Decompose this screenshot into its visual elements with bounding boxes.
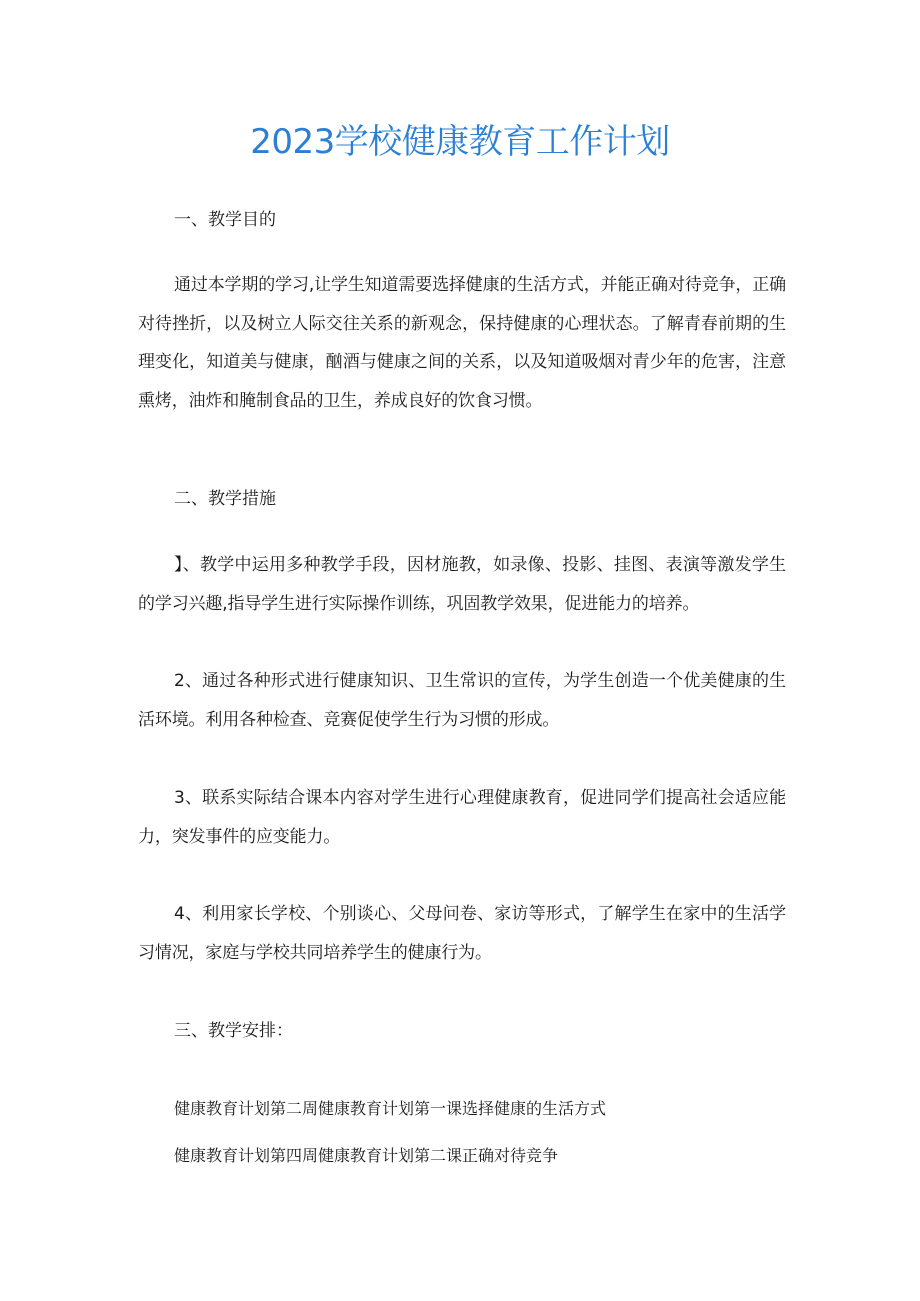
measure-item-4: 4、利用家长学校、个别谈心、父母问卷、家访等形式，了解学生在家中的生活学习情况，家庭与学校共同培养学生的健康行为。 <box>138 904 786 963</box>
schedule-line-1: 健康教育计划第二周健康教育计划第一课选择健康的生活方式 <box>174 1099 607 1118</box>
schedule-line-2: 健康教育计划第四周健康教育计划第二课正确对待竞争 <box>174 1146 559 1165</box>
document-title: 2023学校健康教育工作计划 <box>250 122 670 162</box>
measure-item-2: 2、通过各种形式进行健康知识、卫生常识的宣传，为学生创造一个优美健康的生活环境。利用各种检查、竞赛促使学生行为习惯的形成。 <box>138 671 786 730</box>
section-heading-measures: 二、教学措施 <box>174 489 276 509</box>
measure-item-3: 3、联系实际结合课本内容对学生进行心理健康教育，促进同学们提高社会适应能力，突发事件的应变能力。 <box>138 788 786 847</box>
section-heading-objectives: 一、教学目的 <box>174 210 276 230</box>
objectives-paragraph: 通过本学期的学习,让学生知道需要选择健康的生活方式，并能正确对待竞争，正确对待挫折，以及树立人际交往关系的新观念，保持健康的心理状态。了解青春前期的生理变化，知道美与健康，酗酒与健康之间的关系，以及知道吸烟对青少年的危害，注意熏烤，油炸和腌制食品的卫生，养成良好的饮食习惯。 <box>138 275 786 411</box>
section-heading-schedule: 三、教学安排： <box>174 1021 293 1041</box>
measure-item-1: 】、教学中运用多种教学手段，因材施教，如录像、投影、挂图、表演等激发学生的学习兴趣,指导学生进行实际操作训练，巩固教学效果，促进能力的培养。 <box>138 555 786 614</box>
